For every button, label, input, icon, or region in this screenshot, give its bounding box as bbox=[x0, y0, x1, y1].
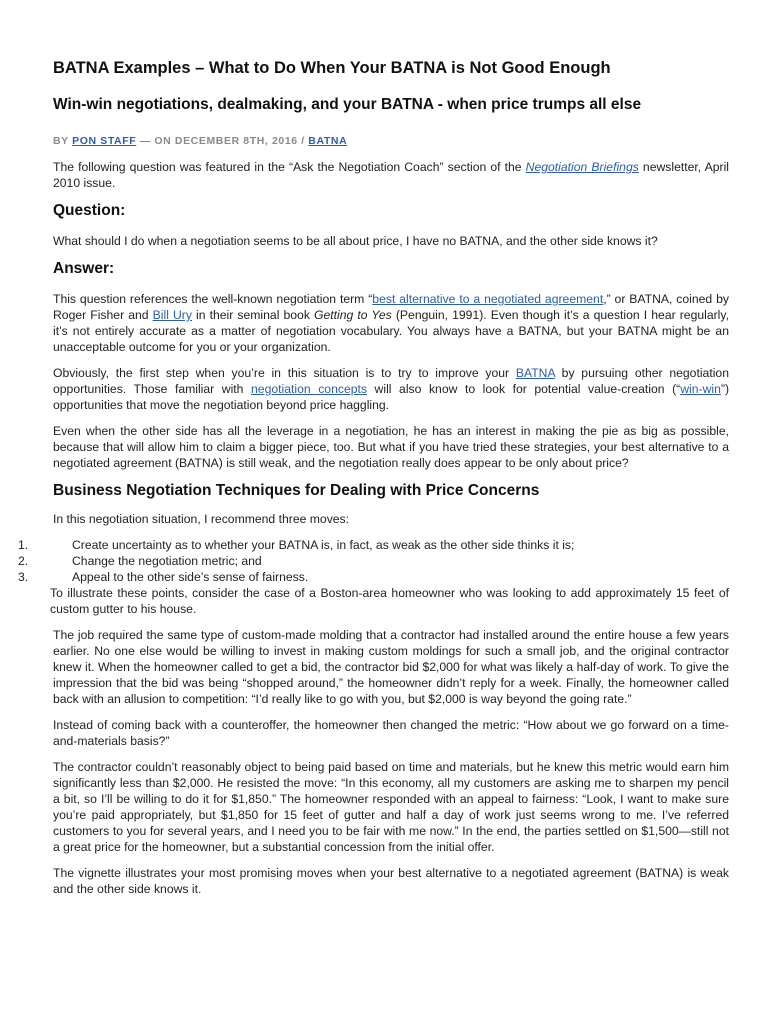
moves-list bbox=[0, 537, 729, 585]
vignette-paragraph: The vignette illustrates your most promising moves when your best alternative to a negotiated agreement (BATNA) is weak and the other side knows it. bbox=[53, 866, 729, 896]
contractor-paragraph: The contractor couldn’t reasonably object to being paid based on time and materials, but he knew this metric would earn him significantly less than $2,000. He resisted the move: “In this economy, all my customers are asking me to sharpen my pencil a bit, so I’ll be willing to do it for $1,850.” The homeowner responded with an appeal to fairness: “Look, I want to make sure you’re paid appropriately, but $1,850 for 15 feet of gutter and half a day of work just seems wrong to me. I’ve referred customers to you for several years, and I need you to be fair with me now.” In the end, the parties settled on $1,500—still not a great price for the homeowner, but a substantial concession from the initial offer. bbox=[53, 760, 729, 854]
negotiation-concepts-link[interactable]: negotiation concepts bbox=[251, 382, 367, 396]
list-text: Appeal to the other side’s sense of fairness. bbox=[72, 570, 309, 584]
answer-p1-text-3: in their seminal book bbox=[191, 308, 315, 322]
answer-p2-text-1: Obviously, the first step when you’re in this situation is to try to improve your bbox=[53, 366, 516, 380]
answer-paragraph-1 bbox=[53, 291, 729, 355]
batna-definition-link[interactable]: best alternative to a negotiated agreement bbox=[372, 292, 604, 306]
win-win-link[interactable]: win-win bbox=[680, 382, 721, 396]
page-title: BATNA Examples – What to Do When Your BATNA is Not Good Enough bbox=[53, 59, 611, 77]
job-paragraph: The job required the same type of custom-made molding that a contractor had installed around the entire house a few years earlier. No one else would be willing to invest in making custom moldings for such a small job, and the original contractor knew it. When the homeowner called to get a bid, the contractor bid $2,000 for what was likely a half-day of work. To give the impression that the bid was being “shopped around,” the homeowner didn’t reply for a week. Finally, the homeowner called back with an allusion to competition: “I’d really like to go with you, but $2,000 is way beyond the going rate.” bbox=[53, 628, 729, 706]
negotiation-briefings-link[interactable]: Negotiation Briefings bbox=[525, 160, 639, 174]
batna-link[interactable]: BATNA bbox=[515, 366, 555, 380]
page-subtitle: Win-win negotiations, dealmaking, and your BATNA - when price trumps all else bbox=[53, 96, 642, 113]
bill-ury-link[interactable]: Bill Ury bbox=[152, 308, 192, 322]
book-title: Getting to Yes bbox=[314, 308, 392, 322]
author-link[interactable]: PON STAFF bbox=[72, 135, 137, 147]
answer-p2-text-2: by pursuing other negotiation opportunities. Those familiar with bbox=[53, 366, 729, 396]
answer-paragraph-2 bbox=[53, 365, 729, 413]
answer-p2-text-4: ”) opportunities that move the negotiation beyond price haggling. bbox=[53, 382, 730, 412]
answer-paragraph-3: Even when the other side has all the leverage in a negotiation, he has an interest in making the pie as big as possible, because that will allow him to claim a bigger piece, too. But what if you have tried these strategies, your best alternative to a negotiated agreement (BATNA) is still weak, and the negotiation really does appear to be only about price? bbox=[53, 424, 729, 470]
answer-p1-text-2: ,” or BATNA, coined by Roger Fisher and bbox=[53, 292, 729, 322]
list-text: Create uncertainty as to whether your BATNA is, in fact, as weak as the other side thinks it is; bbox=[72, 538, 575, 552]
list-item bbox=[0, 553, 729, 569]
byline bbox=[53, 133, 729, 149]
intro-text-1: The following question was featured in the “Ask the Negotiation Coach” section of the bbox=[53, 160, 526, 174]
answer-p2-text-3: will also know to look for potential value-creation (“ bbox=[367, 382, 681, 396]
list-item bbox=[0, 569, 729, 585]
list-text: Change the negotiation metric; and bbox=[72, 554, 262, 568]
byline-by: BY bbox=[53, 135, 69, 147]
instead-paragraph: Instead of coming back with a counteroffer, the homeowner then changed the metric: “How about we go forward on a time-and-materials basis?” bbox=[53, 718, 729, 748]
answer-p1-text-4: (Penguin, 1991). Even though it’s a question I hear regularly, it’s not entirely accurate as a matter of negotiation vocabulary. You always have a BATNA, but your BATNA might be an unacceptable outcome for you or your organization. bbox=[53, 308, 729, 354]
list-number: 2. bbox=[18, 554, 29, 568]
answer-p1-text-1: This question references the well-known negotiation term “ bbox=[53, 292, 373, 306]
intro-text-2: newsletter, April 2010 issue. bbox=[53, 160, 729, 190]
list-item bbox=[0, 537, 729, 553]
answer-heading: Answer: bbox=[53, 260, 115, 277]
article bbox=[18, 56, 730, 907]
business-heading: Business Negotiation Techniques for Dealing with Price Concerns bbox=[53, 482, 540, 499]
list-number: 1. bbox=[18, 538, 29, 552]
business-intro: In this negotiation situation, I recommend three moves: bbox=[53, 512, 350, 526]
question-heading: Question: bbox=[53, 202, 126, 219]
list-number: 3. bbox=[18, 570, 29, 584]
intro-paragraph bbox=[53, 159, 729, 191]
byline-date: — ON DECEMBER 8TH, 2016 / bbox=[139, 135, 305, 147]
category-link[interactable]: BATNA bbox=[308, 135, 348, 147]
illustrate-paragraph: To illustrate these points, consider the case of a Boston-area homeowner who was looking to add approximately 15 feet of custom gutter to his house. bbox=[50, 586, 729, 616]
question-text: What should I do when a negotiation seems to be all about price, I have no BATNA, and the other side knows it? bbox=[53, 234, 658, 248]
